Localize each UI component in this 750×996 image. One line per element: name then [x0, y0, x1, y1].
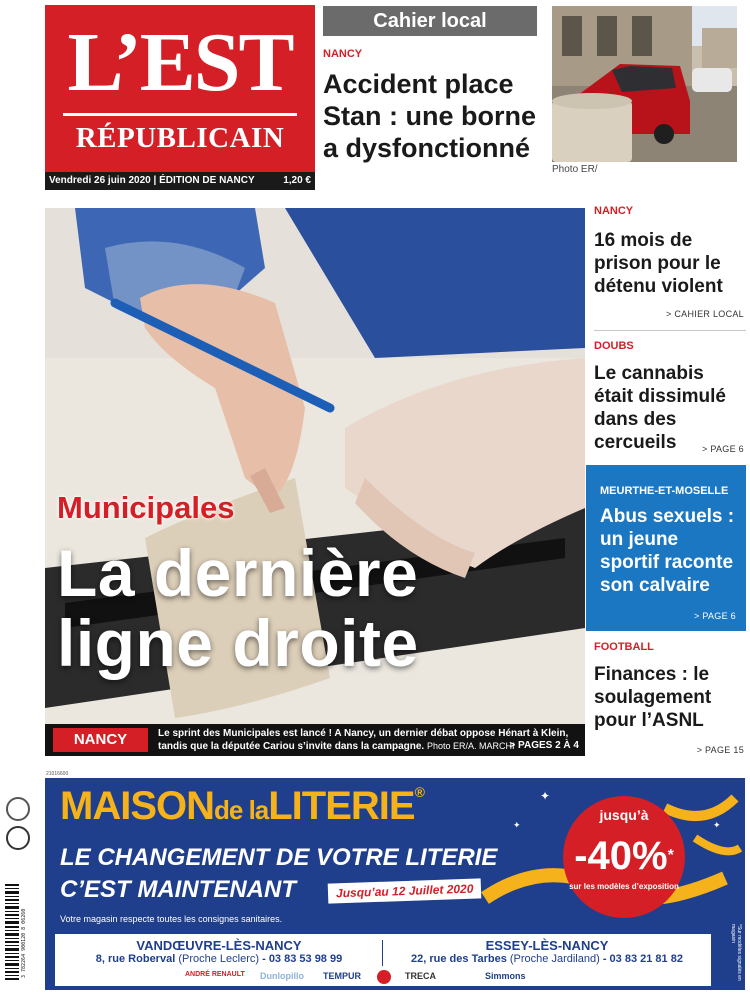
headline-line-2: ligne droite: [57, 606, 419, 680]
certification-seal-icon: [6, 797, 30, 821]
section-tab-cahier-local[interactable]: Cahier local: [323, 6, 537, 36]
store-street: 22, rue des Tarbes: [411, 953, 507, 965]
advertisement[interactable]: [45, 778, 745, 990]
store-essey[interactable]: [383, 938, 711, 965]
ad-brand-reg: ®: [414, 784, 424, 800]
price: 1,20 €: [283, 175, 311, 186]
ad-fine-print: *Sur modèles signalés en magasin: [730, 924, 742, 981]
brief-doubs[interactable]: [594, 340, 746, 460]
ad-until-date: Jusqu’au 12 Juillet 2020: [328, 878, 482, 903]
date-edition: Vendredi 26 juin 2020 | ÉDITION DE NANCY: [49, 175, 255, 186]
top-photo-credit: Photo ER/: [552, 164, 598, 175]
store-city: VANDŒUVRE-LÈS-NANCY: [136, 938, 302, 953]
store-phone: - 03 83 53 98 99: [262, 953, 343, 965]
barcode-icon: [5, 884, 27, 980]
ad-stores-panel: [55, 934, 711, 986]
discount-condition: sur les modèles d’exposition: [569, 882, 679, 891]
ad-code: 21016600: [46, 771, 69, 777]
brief-ref[interactable]: > PAGE 15: [696, 745, 744, 755]
store-landmark: (Proche Jardiland): [509, 953, 600, 965]
brand-treca: TRECA: [405, 971, 436, 981]
ad-brand-part-2: de la: [214, 795, 269, 825]
main-story-pages-link[interactable]: > PAGES 2 À 4: [509, 740, 579, 751]
store-vandoeuvre[interactable]: [55, 938, 383, 965]
top-teaser-headline[interactable]: Accident place Stan : une borne a dysfonctionné: [323, 69, 537, 163]
store-street: 8, rue Roberval: [95, 953, 176, 965]
svg-text:✦: ✦: [513, 821, 521, 831]
ad-tagline-2: C’EST MAINTENANT: [60, 876, 296, 903]
brief-kicker: DOUBS: [594, 340, 634, 352]
brief-kicker: NANCY: [594, 205, 634, 217]
ad-notice: Votre magasin respecte toutes les consignes sanitaires.: [60, 914, 283, 924]
brand-andre-renault: ANDRÉ RENAULT: [185, 971, 245, 978]
date-edition-bar: [45, 172, 315, 190]
barcode-number: 3 782264 900120 8 06260: [21, 908, 27, 978]
column-divider: [594, 330, 746, 331]
brand-tempur: TEMPUR: [323, 971, 361, 981]
brief-ref[interactable]: > PAGE 6: [701, 444, 744, 454]
brief-ref[interactable]: > PAGE 6: [693, 611, 736, 621]
ad-brand-part-3: LITERIE: [268, 784, 415, 828]
store-phone: - 03 83 21 81 82: [602, 953, 683, 965]
brief-kicker: FOOTBALL: [594, 641, 654, 653]
brief-headline: Abus sexuels : un jeune sportif raconte son calvaire: [600, 506, 735, 596]
caption-bar: [45, 724, 585, 756]
svg-text:✦: ✦: [540, 789, 551, 803]
store-landmark: (Proche Leclerc): [178, 953, 260, 965]
logo-main-text: L’EST: [67, 16, 293, 109]
ad-brand-part-1: MAISON: [60, 784, 214, 828]
main-story-kicker: Municipales: [57, 490, 235, 525]
brand-simmons: Simmons: [485, 971, 526, 981]
ad-brand-logos: [55, 969, 711, 985]
store-address: [55, 953, 383, 965]
top-teaser-photo[interactable]: [552, 6, 737, 162]
ad-tagline-1: LE CHANGEMENT DE VOTRE LITERIE: [60, 844, 498, 871]
recycling-icon: [6, 826, 30, 850]
brief-kicker: MEURTHE-ET-MOSELLE: [600, 485, 729, 497]
brief-headline: Le cannabis était dissimulé dans des cercueils: [594, 363, 726, 453]
brief-football[interactable]: [594, 641, 746, 761]
brief-headline: Finances : le soulagement pour l’ASNL: [594, 664, 712, 731]
brief-meurthe-et-moselle[interactable]: [586, 465, 746, 631]
brief-nancy[interactable]: [594, 205, 746, 325]
main-story-photo[interactable]: [45, 208, 585, 756]
brand-dunlopillo: Dunlopillo: [260, 971, 304, 981]
ad-discount-badge: [563, 796, 685, 918]
brand-circle-logo: [377, 970, 391, 984]
logo-rule: [63, 113, 297, 116]
caption-text: Le sprint des Municipales est lancé ! A Nancy, un dernier débat oppose Hénart à Klein, tandis que la députée Cariou s’invite dans la campagne.: [158, 728, 569, 752]
top-teaser-kicker: NANCY: [323, 48, 363, 60]
store-address: [383, 953, 711, 965]
headline-line-1: La dernière: [57, 536, 419, 610]
svg-text:✦: ✦: [713, 821, 721, 831]
discount-number: -40%: [574, 834, 668, 878]
discount-prefix: jusqu’à: [599, 807, 649, 823]
store-city: ESSEY-LÈS-NANCY: [485, 938, 609, 953]
street-scene-illustration: [552, 6, 737, 162]
brief-headline: 16 mois de prison pour le détenu violent: [594, 230, 723, 297]
discount-value: [563, 836, 685, 876]
newspaper-logo[interactable]: [45, 5, 315, 172]
logo-sub-text: RÉPUBLICAIN: [75, 122, 285, 154]
main-story-headline[interactable]: [57, 538, 419, 678]
caption-credit: Photo ER/A. MARCHI: [426, 741, 515, 751]
brief-ref[interactable]: > CAHIER LOCAL: [666, 309, 744, 319]
discount-star: *: [667, 847, 674, 864]
masthead: [45, 5, 315, 186]
location-tag: NANCY: [53, 728, 148, 752]
